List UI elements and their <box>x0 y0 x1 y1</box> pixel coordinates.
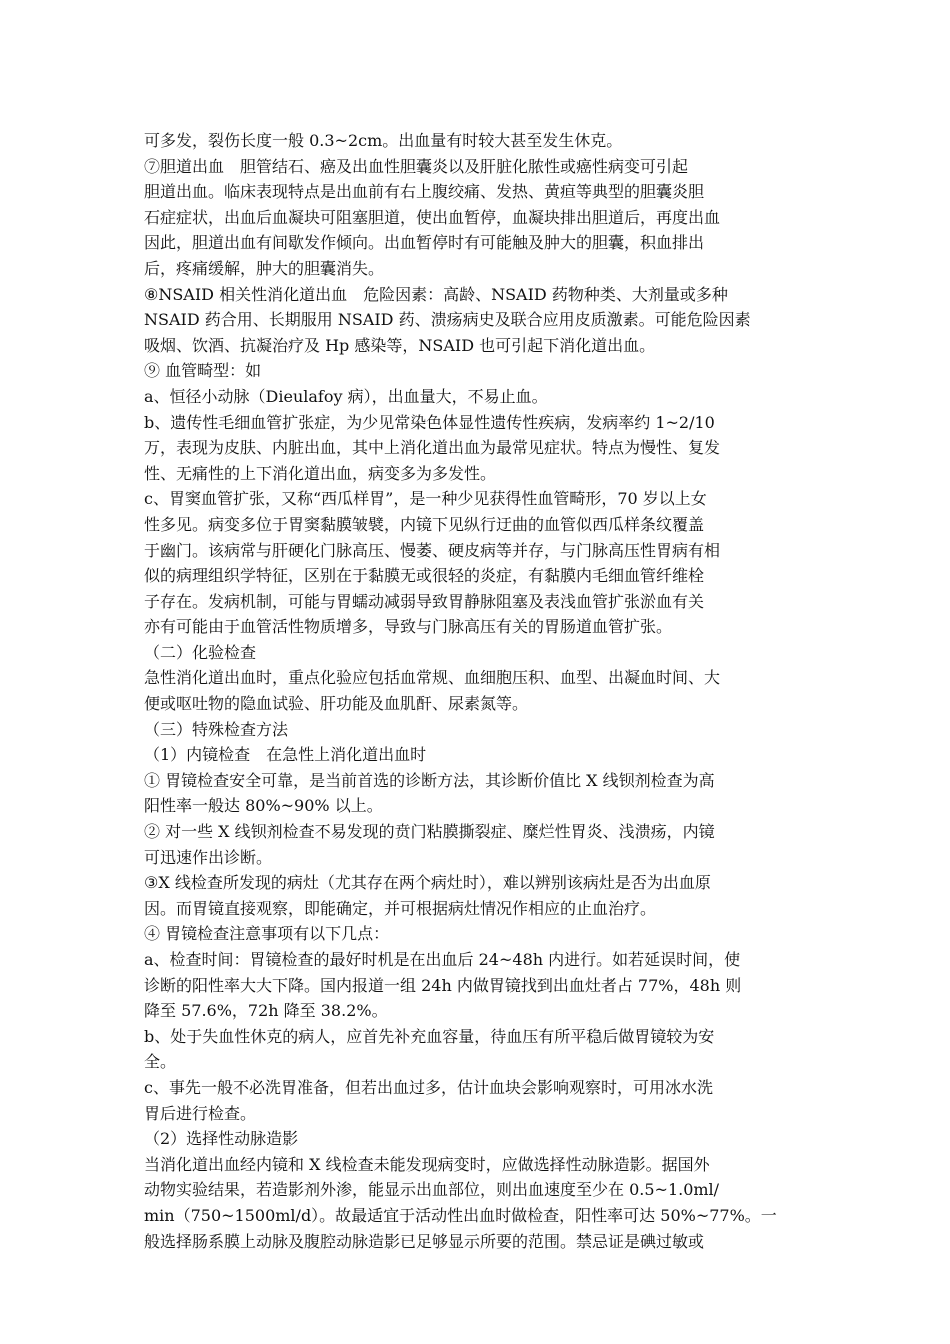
text-line: a、检查时间：胃镜检查的最好时机是在出血后 24~48h 内进行。如若延误时间，使 <box>144 950 741 969</box>
text-line: NSAID 药合用、长期服用 NSAID 药、溃疡病史及联合应用皮质激素。可能危险因素 <box>144 310 751 330</box>
text-line: 便或呕吐物的隐血试验、肝功能及血肌酐、尿素氮等。 <box>144 694 529 714</box>
text-line: 性、无痛性的上下消化道出血，病变多为多发性。 <box>144 463 497 483</box>
text-line: 吸烟、饮酒、抗凝治疗及 Hp 感染等，NSAID 也可引起下消化道出血。 <box>144 335 656 355</box>
text-line: 胃后进行检查。 <box>144 1103 257 1123</box>
text-line: 急性消化道出血时，重点化验应包括血常规、血细胞压积、血型、出凝血时间、大 <box>144 668 721 688</box>
text-line: 动物实验结果，若造影剂外渗，能显示出血部位，则出血速度至少在 0.5~1.0ml/ <box>144 1180 720 1200</box>
text-line: （三）特殊检查方法 <box>144 719 289 739</box>
text-line: ③X 线检查所发现的病灶（尤其存在两个病灶时），难以辨别该病灶是否为出血原 <box>144 873 711 893</box>
text-line: a、恒径小动脉（Dieulafoy 病），出血量大，不易止血。 <box>144 386 548 406</box>
text-line: 全。 <box>144 1052 177 1072</box>
text-line: （2）选择性动脉造影 <box>144 1129 299 1149</box>
document-body <box>144 128 814 1254</box>
text-line: min（750~1500ml/d）。故最适宜于活动性出血时做检查，阳性率可达 50%~77%。一 <box>144 1205 777 1225</box>
text-line: c、事先一般不必洗胃准备，但若出血过多，估计血块会影响观察时，可用冰水洗 <box>144 1077 713 1097</box>
text-line: 子存在。发病机制，可能与胃蠕动减弱导致胃静脉阻塞及表浅血管扩张淤血有关 <box>144 591 705 611</box>
text-line: ⑨ 血管畸型：如 <box>144 361 262 381</box>
text-line: 后，疼痛缓解，肿大的胆囊消失。 <box>144 258 385 278</box>
text-line: ② 对一些 X 线钡剂检查不易发现的贲门粘膜撕裂症、糜烂性胃炎、浅溃疡，内镜 <box>144 822 715 842</box>
text-line: 似的病理组织学特征，区别在于黏膜无或很轻的炎症，有黏膜内毛细血管纤维栓 <box>144 566 705 586</box>
text-line: 降至 57.6%，72h 降至 38.2%。 <box>144 1001 388 1021</box>
text-line: ① 胃镜检查安全可靠，是当前首选的诊断方法，其诊断价值比 X 线钡剂检查为高 <box>144 770 715 790</box>
text-line: 般选择肠系膜上动脉及腹腔动脉造影已足够显示所要的范围。禁忌证是碘过敏或 <box>144 1231 705 1251</box>
text-line: 阳性率一般达 80%~90% 以上。 <box>144 796 383 816</box>
text-line: 可迅速作出诊断。 <box>144 847 273 867</box>
text-line: 当消化道出血经内镜和 X 线检查未能发现病变时，应做选择性动脉造影。据国外 <box>144 1154 710 1174</box>
text-line: ④ 胃镜检查注意事项有以下几点： <box>144 924 390 944</box>
text-line: c、胃窦血管扩张，又称“西瓜样胃”，是一种少见获得性血管畸形，70 岁以上女 <box>144 489 707 509</box>
text-line: b、遗传性毛细血管扩张症，为少见常染色体显性遗传性疾病，发病率约 1~2/10 <box>144 412 715 432</box>
text-line: 因此，胆道出血有间歇发作倾向。出血暂停时有可能触及肿大的胆囊，积血排出 <box>144 233 705 253</box>
text-line: 万，表现为皮肤、内脏出血，其中上消化道出血为最常见症状。特点为慢性、复发 <box>144 438 721 458</box>
text-line: （1）内镜检查 在急性上消化道出血时 <box>144 745 427 765</box>
text-line: 性多见。病变多位于胃窦黏膜皱襞，内镜下见纵行迂曲的血管似西瓜样条纹覆盖 <box>144 514 705 534</box>
text-line: 于幽门。该病常与肝硬化门脉高压、慢萎、硬皮病等并存，与门脉高压性胃病有相 <box>144 540 721 560</box>
text-line: ⑦胆道出血 胆管结石、癌及出血性胆囊炎以及肝脏化脓性或癌性病变可引起 <box>144 156 689 176</box>
text-line: 可多发，裂伤长度一般 0.3~2cm。出血量有时较大甚至发生休克。 <box>144 131 623 150</box>
text-line: 诊断的阳性率大大下降。国内报道一组 24h 内做胃镜找到出血灶者占 77%，48h 则 <box>144 975 742 995</box>
text-line: ⑧NSAID 相关性消化道出血 危险因素：高龄、NSAID 药物种类、大剂量或多种 <box>144 284 728 304</box>
text-line: 亦有可能由于血管活性物质增多，导致与门脉高压有关的胃肠道血管扩张。 <box>144 617 673 637</box>
text-line: 因。而胃镜直接观察，即能确定，并可根据病灶情况作相应的止血治疗。 <box>144 898 657 918</box>
text-line: 石症症状，出血后血凝块可阻塞胆道，使出血暂停，血凝块排出胆道后，再度出血 <box>144 207 721 227</box>
text-line: 胆道出血。临床表现特点是出血前有右上腹绞痛、发热、黄疸等典型的胆囊炎胆 <box>144 182 705 202</box>
text-line: （二）化验检查 <box>144 642 257 662</box>
text-line: b、处于失血性休克的病人，应首先补充血容量，待血压有所平稳后做胃镜较为安 <box>144 1026 715 1046</box>
